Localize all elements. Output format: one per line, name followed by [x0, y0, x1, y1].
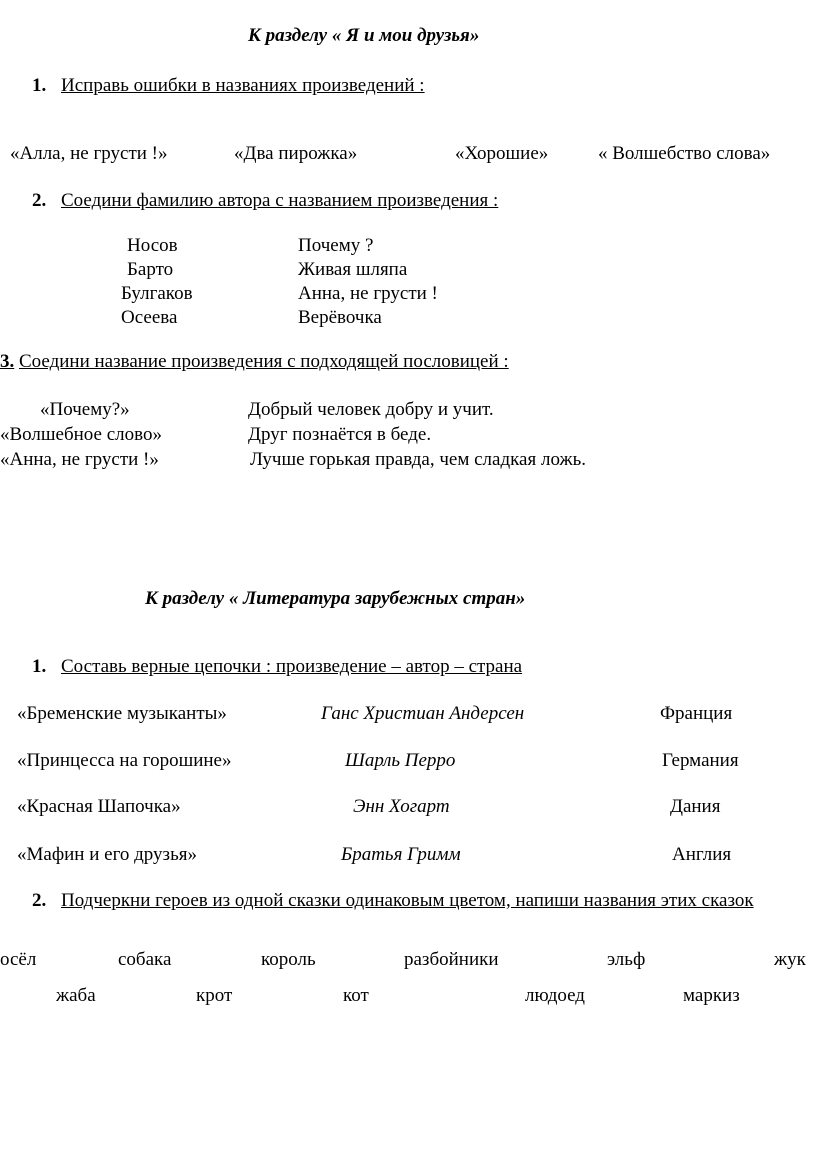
work-title: «Волшебное слово»	[0, 424, 162, 445]
proverb: Лучше горькая правда, чем сладкая ложь.	[250, 449, 587, 470]
section2-title: К разделу « Литература зарубежных стран»	[145, 588, 526, 609]
character-word: эльф	[607, 949, 646, 970]
work-title: «Принцесса на горошине»	[17, 750, 232, 771]
task-instruction: Составь верные цепочки : произведение – автор – страна	[61, 656, 523, 677]
character-word: разбойники	[404, 949, 499, 970]
author-name: Шарль Перро	[345, 750, 456, 771]
work-title: «Почему?»	[40, 399, 130, 420]
work-title: Верёвочка	[298, 307, 382, 328]
proverb: Добрый человек добру и учит.	[248, 399, 494, 420]
country-name: Германия	[662, 750, 739, 771]
character-word: маркиз	[683, 985, 740, 1006]
task-number: 2.	[32, 890, 47, 911]
author-name: Осеева	[121, 307, 178, 328]
character-word: кот	[343, 985, 369, 1006]
task-instruction: Соедини фамилию автора с названием произведения :	[61, 190, 499, 211]
task-instruction: Соедини название произведения с подходящей пословицей :	[19, 351, 509, 372]
task-instruction: Исправь ошибки в названиях произведений :	[61, 75, 425, 96]
work-title: « Волшебство слова»	[598, 143, 771, 164]
author-name: Носов	[127, 235, 178, 256]
work-title: «Алла, не грусти !»	[10, 143, 168, 164]
character-word: король	[261, 949, 316, 970]
work-title: Живая шляпа	[298, 259, 408, 280]
author-name: Булгаков	[121, 283, 193, 304]
task-instruction: Подчеркни героев из одной сказки одинаковым цветом, напиши названия этих сказок	[61, 890, 754, 911]
character-word: людоед	[525, 985, 585, 1006]
author-name: Барто	[127, 259, 174, 280]
work-title: «Два пирожка»	[234, 143, 358, 164]
character-word: крот	[196, 985, 233, 1006]
task-number: 1.	[32, 656, 47, 677]
work-title: «Анна, не грусти !»	[0, 449, 159, 470]
task-number: 1.	[32, 75, 47, 96]
work-title: Анна, не грусти !	[298, 283, 438, 304]
work-title: Почему ?	[298, 235, 374, 256]
character-word: осёл	[0, 949, 37, 970]
work-title: «Красная Шапочка»	[17, 796, 181, 817]
section1-title: К разделу « Я и мои друзья»	[248, 25, 480, 46]
character-word: жаба	[56, 985, 96, 1006]
country-name: Англия	[672, 844, 732, 865]
work-title: «Бременские музыканты»	[17, 703, 227, 724]
country-name: Франция	[660, 703, 733, 724]
work-title: «Мафин и его друзья»	[17, 844, 197, 865]
author-name: Энн Хогарт	[353, 796, 450, 817]
country-name: Дания	[670, 796, 721, 817]
author-name: Братья Гримм	[341, 844, 461, 865]
task3-instruction	[0, 351, 509, 374]
task-number: 3.	[0, 351, 15, 372]
task-number: 2.	[32, 190, 47, 211]
character-word: собака	[118, 949, 172, 970]
work-title: «Хорошие»	[455, 143, 549, 164]
proverb: Друг познаётся в беде.	[248, 424, 432, 445]
author-name: Ганс Христиан Андерсен	[321, 703, 525, 724]
character-word: жук	[774, 949, 806, 970]
